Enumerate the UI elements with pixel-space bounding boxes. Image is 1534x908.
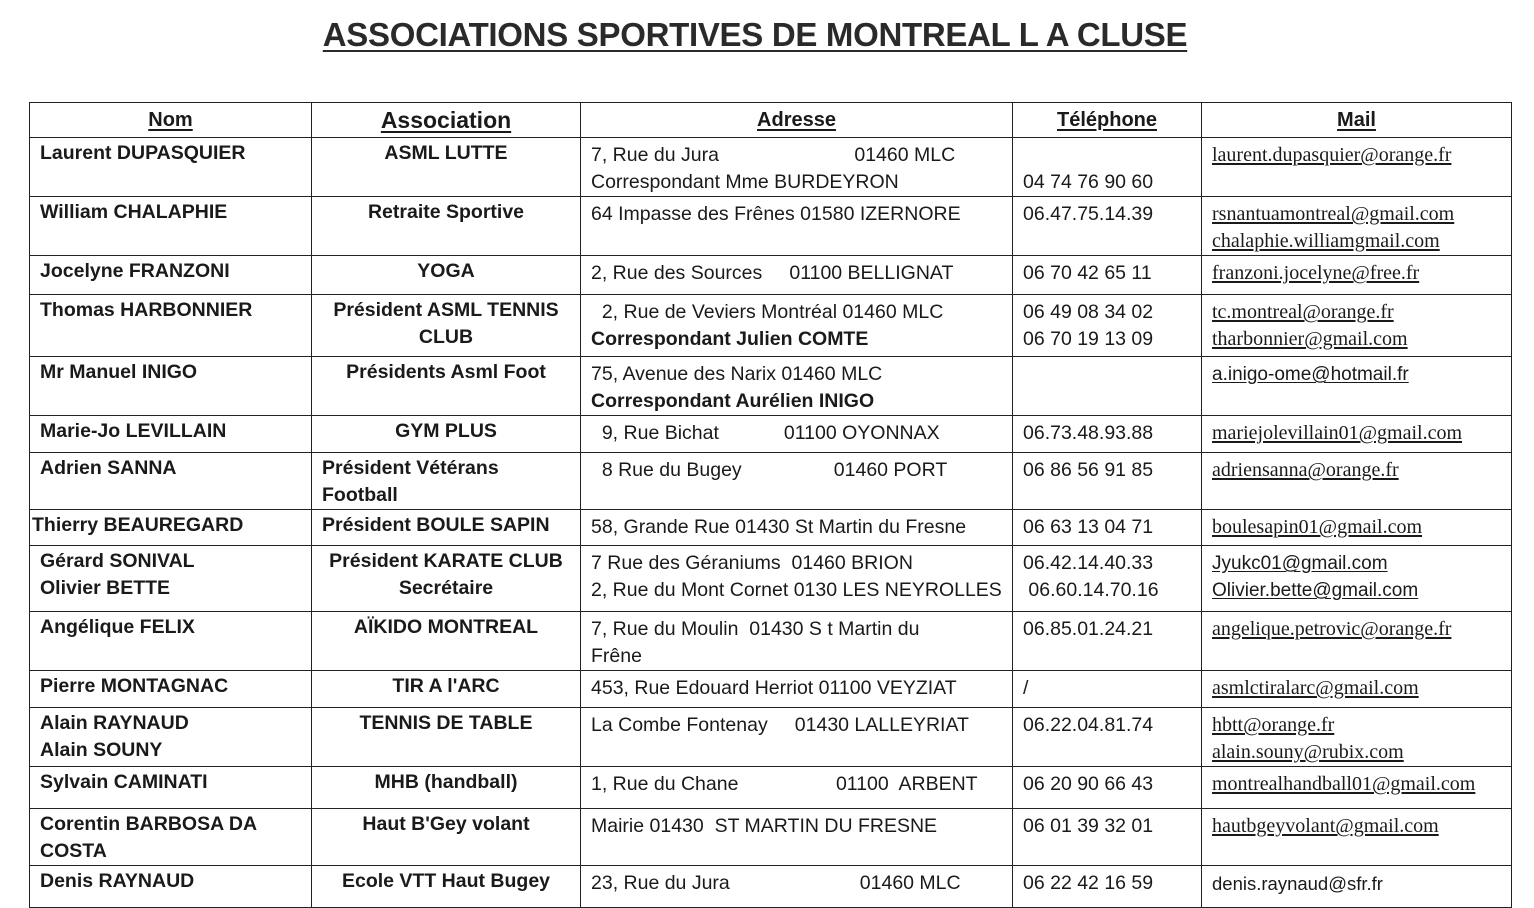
header-telephone: Téléphone	[1013, 103, 1202, 138]
cell-telephone	[1013, 809, 1202, 866]
cell-adresse	[581, 295, 1013, 357]
cell-adresse	[581, 708, 1013, 767]
cell-nom	[30, 767, 312, 809]
cell-adresse	[581, 256, 1013, 295]
association-line: ASML LUTTE	[384, 142, 508, 164]
email-link[interactable]: mariejolevillain01@gmail.com	[1212, 422, 1463, 444]
nom-line: Pierre MONTAGNAC	[40, 675, 229, 697]
cell-association	[312, 138, 581, 197]
nom-line: William CHALAPHIE	[40, 201, 228, 223]
cell-mail	[1202, 357, 1512, 416]
cell-nom	[30, 416, 312, 453]
cell-association	[312, 866, 581, 908]
cell-telephone	[1013, 767, 1202, 809]
email-link[interactable]: Jyukc01@gmail.com	[1212, 553, 1388, 574]
email-link[interactable]: montrealhandball01@gmail.com	[1212, 773, 1476, 795]
cell-adresse	[581, 866, 1013, 908]
adresse-line: 75, Avenue des Narix 01460 MLC	[591, 363, 883, 385]
cell-telephone	[1013, 612, 1202, 671]
cell-nom	[30, 510, 312, 546]
telephone-line: 06 63 13 04 71	[1023, 516, 1154, 538]
email-link[interactable]: boulesapin01@gmail.com	[1212, 516, 1423, 538]
header-mail: Mail	[1202, 103, 1512, 138]
adresse-line: Mairie 01430 ST MARTIN DU FRESNE	[591, 815, 938, 837]
cell-adresse	[581, 612, 1013, 671]
cell-nom	[30, 671, 312, 708]
cell-nom	[30, 708, 312, 767]
cell-association	[312, 510, 581, 546]
email-link[interactable]: tharbonnier@gmail.com	[1212, 328, 1408, 350]
cell-mail	[1202, 866, 1512, 908]
cell-telephone	[1013, 197, 1202, 256]
telephone-line: 06.73.48.93.88	[1023, 422, 1154, 444]
adresse-line: Correspondant Julien COMTE	[591, 328, 869, 350]
association-line: YOGA	[417, 260, 475, 282]
cell-nom	[30, 612, 312, 671]
nom-line: Denis RAYNAUD	[40, 870, 195, 892]
telephone-line: 06.22.04.81.74	[1023, 714, 1154, 736]
cell-telephone	[1013, 708, 1202, 767]
table-row	[30, 197, 1512, 256]
nom-line: Laurent DUPASQUIER	[40, 142, 246, 164]
nom-line: Thierry BEAUREGARD	[32, 514, 244, 536]
adresse-line: 64 Impasse des Frênes 01580 IZERNORE	[591, 203, 961, 225]
table-row	[30, 767, 1512, 809]
cell-mail	[1202, 809, 1512, 866]
telephone-line: 06.85.01.24.21	[1023, 618, 1154, 640]
telephone-line: 06 49 08 34 02	[1023, 301, 1154, 323]
table-row	[30, 295, 1512, 357]
cell-telephone	[1013, 546, 1202, 612]
cell-nom	[30, 138, 312, 197]
association-line: Président ASML TENNIS CLUB	[333, 299, 559, 348]
cell-adresse	[581, 138, 1013, 197]
cell-nom	[30, 295, 312, 357]
association-line: Président BOULE SAPIN	[322, 514, 550, 536]
email-link[interactable]: hbtt@orange.fr	[1212, 714, 1335, 736]
association-line: TIR A l'ARC	[392, 675, 500, 697]
association-line: MHB (handball)	[374, 771, 518, 793]
association-line: Président Vétérans Football	[322, 457, 499, 506]
telephone-line: 06 70 42 65 11	[1023, 262, 1152, 284]
nom-line: COSTA	[40, 840, 107, 862]
email-link[interactable]: denis.raynaud@sfr.fr	[1212, 873, 1383, 894]
telephone-line: /	[1023, 677, 1029, 699]
telephone-line	[1023, 142, 1201, 169]
cell-mail	[1202, 708, 1512, 767]
email-link[interactable]: tc.montreal@orange.fr	[1212, 301, 1394, 323]
cell-nom	[30, 809, 312, 866]
nom-line: Gérard SONIVAL	[40, 550, 195, 572]
cell-mail	[1202, 197, 1512, 256]
nom-line: Angélique FELIX	[40, 616, 195, 638]
cell-telephone	[1013, 671, 1202, 708]
cell-association	[312, 197, 581, 256]
table-header-row	[30, 103, 1512, 138]
table-row	[30, 256, 1512, 295]
adresse-line: 58, Grande Rue 01430 St Martin du Fresne	[591, 516, 967, 538]
association-line: Haut B'Gey volant	[362, 813, 530, 835]
email-link[interactable]: asmlctiralarc@gmail.com	[1212, 677, 1419, 699]
cell-mail	[1202, 612, 1512, 671]
telephone-line: 06 70 19 13 09	[1023, 328, 1154, 350]
cell-mail	[1202, 546, 1512, 612]
table-row	[30, 866, 1512, 908]
header-association: Association	[312, 103, 581, 138]
cell-nom	[30, 546, 312, 612]
adresse-line: 9, Rue Bichat 01100 OYONNAX	[591, 422, 940, 444]
nom-line: Sylvain CAMINATI	[40, 771, 208, 793]
cell-association	[312, 416, 581, 453]
nom-line: Alain RAYNAUD	[40, 712, 189, 734]
cell-association	[312, 357, 581, 416]
telephone-line: 06 86 56 91 85	[1023, 459, 1154, 481]
adresse-line: La Combe Fontenay 01430 LALLEYRIAT	[591, 714, 969, 736]
telephone-line: 06 01 39 32 01	[1023, 815, 1154, 837]
cell-telephone	[1013, 295, 1202, 357]
cell-association	[312, 295, 581, 357]
association-line: GYM PLUS	[395, 420, 497, 442]
nom-line: Corentin BARBOSA DA	[40, 813, 258, 835]
adresse-line: Frêne	[591, 645, 642, 667]
cell-mail	[1202, 510, 1512, 546]
adresse-line: 7, Rue du Jura 01460 MLC	[591, 144, 956, 166]
email-link[interactable]: hautbgeyvolant@gmail.com	[1212, 815, 1439, 837]
table-row	[30, 416, 1512, 453]
telephone-line	[1023, 361, 1201, 388]
cell-mail	[1202, 295, 1512, 357]
cell-telephone	[1013, 510, 1202, 546]
cell-telephone	[1013, 453, 1202, 510]
table-row	[30, 671, 1512, 708]
email-link[interactable]: chalaphie.williamgmail.com	[1212, 230, 1440, 252]
cell-association	[312, 767, 581, 809]
association-line: Président KARATE CLUB	[329, 550, 563, 572]
cell-mail	[1202, 671, 1512, 708]
cell-nom	[30, 453, 312, 510]
cell-association	[312, 546, 581, 612]
cell-adresse	[581, 510, 1013, 546]
email-link[interactable]: rsnantuamontreal@gmail.com	[1212, 203, 1455, 225]
association-line: Ecole VTT Haut Bugey	[341, 870, 551, 892]
cell-association	[312, 708, 581, 767]
cell-nom	[30, 866, 312, 908]
nom-line: Thomas HARBONNIER	[40, 299, 253, 321]
association-line: Retraite Sportive	[367, 201, 525, 223]
nom-line: Alain SOUNY	[40, 739, 163, 761]
telephone-line: 06.47.75.14.39	[1023, 203, 1154, 225]
cell-nom	[30, 256, 312, 295]
nom-line: Adrien SANNA	[40, 457, 177, 479]
adresse-line: Correspondant Aurélien INIGO	[591, 390, 875, 412]
cell-adresse	[581, 357, 1013, 416]
email-link[interactable]: Olivier.bette@gmail.com	[1212, 580, 1419, 601]
cell-association	[312, 809, 581, 866]
table-row	[30, 453, 1512, 510]
telephone-line: 06.60.14.70.16	[1023, 579, 1159, 601]
telephone-line: 06 22 42 16 59	[1023, 872, 1154, 894]
association-line: Présidents Asml Foot	[346, 361, 546, 383]
cell-adresse	[581, 671, 1013, 708]
adresse-line: 8 Rue du Bugey 01460 PORT	[591, 459, 948, 481]
email-link[interactable]: laurent.dupasquier@orange.fr	[1212, 144, 1452, 166]
association-line: Secrétaire	[398, 577, 494, 599]
email-link[interactable]: franzoni.jocelyne@free.fr	[1212, 262, 1420, 284]
header-nom: Nom	[30, 103, 312, 138]
table-row	[30, 546, 1512, 612]
cell-adresse	[581, 416, 1013, 453]
cell-telephone	[1013, 256, 1202, 295]
association-line: TENNIS DE TABLE	[359, 712, 533, 734]
cell-nom	[30, 197, 312, 256]
cell-mail	[1202, 453, 1512, 510]
telephone-line: 04 74 76 90 60	[1023, 171, 1154, 193]
adresse-line: 2, Rue du Mont Cornet 0130 LES NEYROLLES	[591, 579, 1002, 601]
table-row	[30, 809, 1512, 866]
cell-mail	[1202, 767, 1512, 809]
cell-telephone	[1013, 866, 1202, 908]
table-row	[30, 708, 1512, 767]
telephone-line: 06.42.14.40.33	[1023, 552, 1154, 574]
cell-telephone	[1013, 416, 1202, 453]
cell-association	[312, 453, 581, 510]
cell-mail	[1202, 138, 1512, 197]
cell-telephone	[1013, 138, 1202, 197]
nom-line: Marie-Jo LEVILLAIN	[40, 420, 227, 442]
cell-telephone	[1013, 357, 1202, 416]
adresse-line: Correspondant Mme BURDEYRON	[591, 171, 899, 193]
page-title: ASSOCIATIONS SPORTIVES DE MONTREAL L A CLUSE	[322, 16, 1188, 53]
telephone-line: 06 20 90 66 43	[1023, 773, 1154, 795]
email-link[interactable]: a.inigo-ome@hotmail.fr	[1212, 364, 1409, 385]
email-link[interactable]: alain.souny@rubix.com	[1212, 741, 1404, 763]
table-row	[30, 357, 1512, 416]
email-link[interactable]: angelique.petrovic@orange.fr	[1212, 618, 1452, 640]
adresse-line: 453, Rue Edouard Herriot 01100 VEYZIAT	[591, 677, 957, 699]
table-row	[30, 612, 1512, 671]
adresse-line: 1, Rue du Chane 01100 ARBENT	[591, 773, 978, 795]
email-link[interactable]: adriensanna@orange.fr	[1212, 459, 1399, 481]
cell-association	[312, 671, 581, 708]
cell-mail	[1202, 416, 1512, 453]
header-adresse: Adresse	[581, 103, 1013, 138]
cell-association	[312, 612, 581, 671]
adresse-line: 7 Rue des Géraniums 01460 BRION	[591, 552, 913, 574]
cell-adresse	[581, 197, 1013, 256]
adresse-line: 23, Rue du Jura 01460 MLC	[591, 872, 961, 894]
cell-adresse	[581, 767, 1013, 809]
nom-line: Olivier BETTE	[40, 577, 171, 599]
cell-adresse	[581, 546, 1013, 612]
adresse-line: 7, Rue du Moulin 01430 S t Martin du	[591, 618, 920, 640]
cell-association	[312, 256, 581, 295]
adresse-line: 2, Rue de Veviers Montréal 01460 MLC	[591, 301, 944, 323]
nom-line: Mr Manuel INIGO	[40, 361, 198, 383]
adresse-line: 2, Rue des Sources 01100 BELLIGNAT	[591, 262, 954, 284]
nom-line: Jocelyne FRANZONI	[40, 260, 230, 282]
associations-table	[29, 102, 1512, 908]
association-line: AÏKIDO MONTREAL	[353, 616, 539, 638]
cell-nom	[30, 357, 312, 416]
cell-mail	[1202, 256, 1512, 295]
cell-adresse	[581, 453, 1013, 510]
cell-adresse	[581, 809, 1013, 866]
table-row	[30, 138, 1512, 197]
table-row	[30, 510, 1512, 546]
